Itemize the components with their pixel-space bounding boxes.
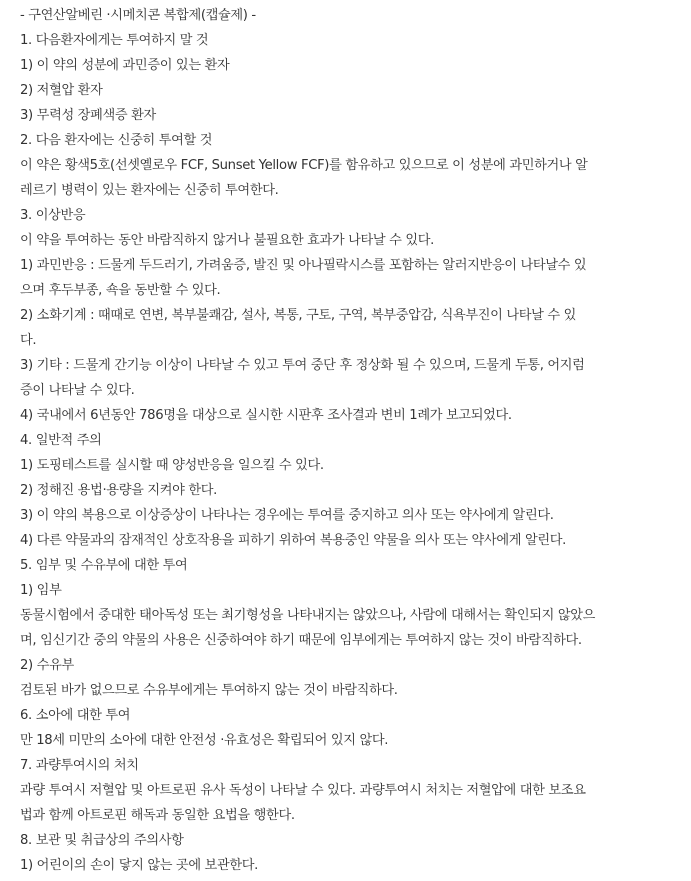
text-line: 1) 어린이의 손이 닿지 않는 곳에 보관한다. <box>20 858 258 873</box>
text-line: 2) 소화기계 : 때때로 연변, 복부불쾌감, 설사, 복통, 구토, 구역, 복부중압감, 식욕부진이 나타날 수 있 <box>20 308 577 323</box>
text-line: 3) 이 약의 복용으로 이상증상이 나타나는 경우에는 투여를 중지하고 의사 또는 약사에게 알린다. <box>20 508 554 523</box>
text-line: 1. 다음환자에게는 투여하지 말 것 <box>20 33 209 48</box>
text-line: 만 18세 미만의 소아에 대한 안전성 ·유효성은 확립되어 있지 않다. <box>20 733 389 748</box>
text-line: - 구연산알베린 ·시메치콘 복합제(캡슐제) - <box>20 8 256 23</box>
text-line: 다. <box>20 333 37 348</box>
text-line: 동물시험에서 중대한 태아독성 또는 최기형성을 나타내지는 않았으나, 사람에 대해서는 확인되지 않았으 <box>20 608 595 623</box>
text-line: 5. 임부 및 수유부에 대한 투여 <box>20 558 188 573</box>
text-line: 법과 함께 아트로핀 해독과 동일한 요법을 행한다. <box>20 808 295 823</box>
text-line: 2) 수유부 <box>20 658 74 673</box>
text-line: 증이 나타날 수 있다. <box>20 383 135 398</box>
text-line: 2) 저혈압 환자 <box>20 83 103 98</box>
text-line: 2. 다음 환자에는 신중히 투여할 것 <box>20 133 213 148</box>
text-line: 레르기 병력이 있는 환자에는 신중히 투여한다. <box>20 183 279 198</box>
text-line: 며, 임신기간 중의 약물의 사용은 신중하여야 하기 때문에 임부에게는 투여하지 않는 것이 바람직하다. <box>20 633 582 648</box>
text-line: 4) 국내에서 6년동안 786명을 대상으로 실시한 시판후 조사결과 변비 1례가 보고되었다. <box>20 408 512 423</box>
text-line: 3) 무력성 장폐색증 환자 <box>20 108 156 123</box>
text-line: 3. 이상반응 <box>20 208 86 223</box>
text-line: 8. 보관 및 취급상의 주의사항 <box>20 833 184 848</box>
text-line: 4) 다른 약물과의 잠재적인 상호작용을 피하기 위하여 복용중인 약물을 의사 또는 약사에게 알린다. <box>20 533 566 548</box>
text-line: 1) 임부 <box>20 583 62 598</box>
text-line: 6. 소아에 대한 투여 <box>20 708 131 723</box>
text-line: 으며 후두부종, 쇽을 동반할 수 있다. <box>20 283 221 298</box>
text-line: 4. 일반적 주의 <box>20 433 102 448</box>
text-line: 1) 도핑테스트를 실시할 때 양성반응을 일으킬 수 있다. <box>20 458 324 473</box>
text-line: 2) 정해진 용법·용량을 지켜야 한다. <box>20 483 217 498</box>
text-line: 검토된 바가 없으므로 수유부에게는 투여하지 않는 것이 바람직하다. <box>20 683 398 698</box>
text-line: 1) 이 약의 성분에 과민증이 있는 환자 <box>20 58 230 73</box>
text-line: 이 약을 투여하는 동안 바람직하지 않거나 불필요한 효과가 나타날 수 있다. <box>20 233 434 248</box>
text-line: 7. 과량투여시의 처치 <box>20 758 139 773</box>
text-line: 1) 과민반응 : 드물게 두드러기, 가려움증, 발진 및 아나필락시스를 포함하는 알러지반응이 나타날수 있 <box>20 258 587 273</box>
text-line: 3) 기타 : 드물게 간기능 이상이 나타날 수 있고 투여 중단 후 정상화 될 수 있으며, 드물게 두통, 어지럼 <box>20 358 585 373</box>
text-line: 이 약은 황색5호(선셋옐로우 FCF, Sunset Yellow FCF)를 함유하고 있으므로 이 성분에 과민하거나 알 <box>20 158 588 173</box>
text-line: 과량 투여시 저혈압 및 아트로핀 유사 독성이 나타날 수 있다. 과량투여시 처치는 저혈압에 대한 보조요 <box>20 783 586 798</box>
